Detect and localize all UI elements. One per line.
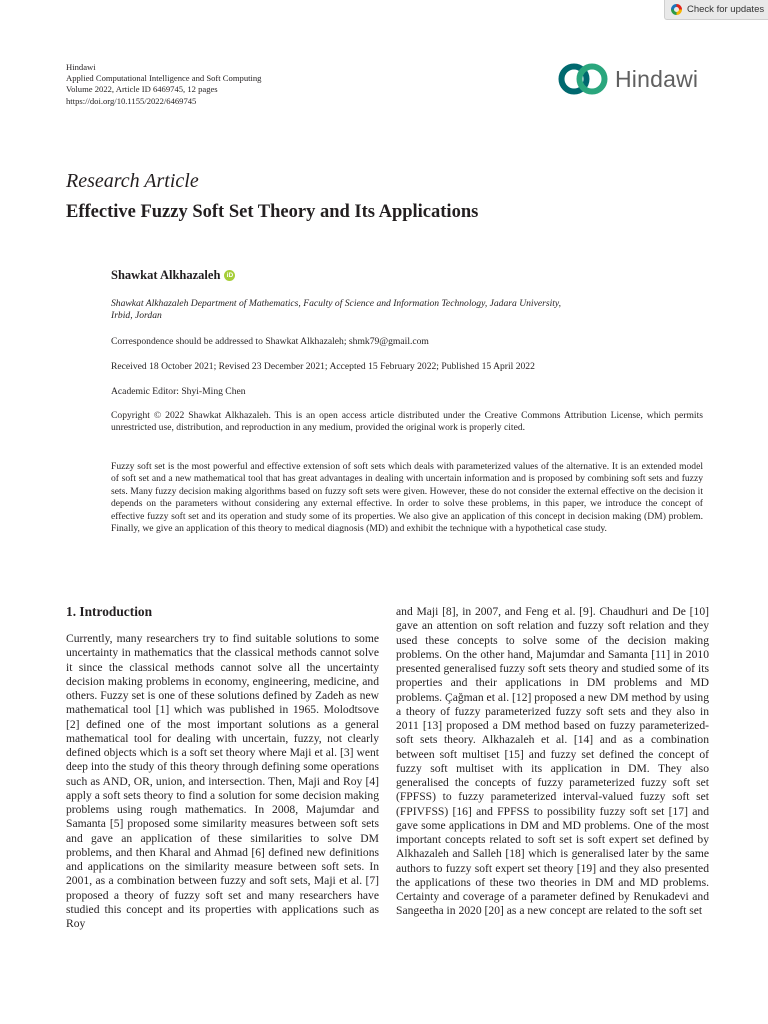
brand-name: Hindawi: [615, 65, 699, 92]
affiliation-line-2: Irbid, Jordan: [111, 310, 162, 322]
article-type: Research Article: [66, 170, 199, 192]
orcid-icon[interactable]: iD: [224, 270, 235, 281]
academic-editor: Academic Editor: Shyi-Ming Chen: [111, 386, 246, 397]
author-name[interactable]: Shawkat Alkhazaleh: [111, 268, 221, 282]
doi-link[interactable]: https://doi.org/10.1155/2022/6469745: [66, 95, 197, 106]
journal-name: Applied Computational Intelligence and Soft Computing: [66, 73, 262, 84]
correspondence: Correspondence should be addressed to Shawkat Alkhazaleh; shmk79@gmail.com: [111, 336, 429, 347]
affiliation-line-1: Shawkat Alkhazaleh Department of Mathematics, Faculty of Science and Information Technology, Jadara University,: [111, 298, 562, 309]
publication-dates: Received 18 October 2021; Revised 23 December 2021; Accepted 15 February 2022; Published 15 April 2022: [111, 361, 535, 372]
section-heading: 1. Introduction: [66, 604, 153, 619]
body-column-right: [396, 605, 709, 919]
body-column-left: [66, 605, 379, 931]
crossmark-icon: [671, 4, 682, 15]
copyright-notice: Copyright © 2022 Shawkat Alkhazaleh. This is an open access article distributed under the Creative Commons Attribution License, which permits unrestricted use, distribution, and reproduction in any medium, provided the original work is properly cited.: [111, 410, 703, 434]
journal-meta: [66, 62, 261, 107]
check-for-updates-button[interactable]: [664, 0, 768, 20]
check-for-updates-label: Check for updates: [687, 4, 765, 15]
affiliation: [111, 298, 703, 323]
article-title: Effective Fuzzy Soft Set Theory and Its Applications: [66, 202, 479, 222]
body-paragraph: Currently, many researchers try to find suitable solutions to some uncertainty in mathematics that the classical methods cannot solve it since the classical methods cannot solve all the uncertainty decision making problems in economy, engineering, medicine, and others. Fuzzy set is one of these solutions defined by Zadeh as new mathematical tool [1] which was published in 1965. Molodtsove [2] defined one of the most important solutions as a general mathematical tool for dealing with uncertain, fuzzy, not clearly defined objects which is a soft set theory where Maji et al. [3] went deep into the study of this theory through defining some operations such as AND, OR, union, and intersection. Then, Maji and Roy [4] apply a soft sets theory to find a solution for some decision making problems using rough mathematics. In 2008, Majumdar and Samanta [5] proposed some similarity measures between soft sets and gave an application of these similarities to solve DM problems, and then Kharal and Ahmad [6] defined new definitions and applications on the similarity measure between soft sets. In 2001, as a combination between fuzzy and soft sets, Maji et al. [7] proposed a theory of fuzzy soft set and many researchers have studied this concept and its properties with applications such as Roy: [66, 632, 379, 930]
volume-line: Volume 2022, Article ID 6469745, 12 pages: [66, 84, 218, 95]
hindawi-logo: [557, 62, 698, 96]
body-paragraph: and Maji [8], in 2007, and Feng et al. [9]. Chaudhuri and De [10] gave an attention on soft relation and fuzzy soft relation and they used these concepts to solve some of the decision making problems. On the other hand, Majumdar and Samanta [11] in 2010 presented generalised fuzzy soft sets theory and studied some of its properties and their applications in DM problems and MD problems. Çağman et al. [12] proposed a new DM method by using a theory of fuzzy parameterized fuzzy soft sets and they also in 2011 [13] proposed a DM method based on fuzzy parameterized-soft sets theory. Alkhazaleh et al. [14] and as a combination between soft multiset [15] and fuzzy set defined the concept of fuzzy soft multiset with its application in DM. They also generalised the concepts of fuzzy parameterized fuzzy soft set (FPFSS) to fuzzy parameterized interval-valued fuzzy soft set (FPIVFSS) [16] and FPFSS to possibility fuzzy soft set [17] and gave some applications in DM and MD problems. One of the most important concepts related to soft set is soft expert set defined by Alkhazaleh and Salleh [18] which is generalised later by the same authors to fuzzy soft expert set theory [19] and they also presented the applications of these two theories in DM and MD problems. Certainty and coverage of a parameter defined by Renukadevi and Sangeetha in 2020 [20] as a new concept are related to the soft set: [396, 605, 709, 918]
hindawi-rings-icon: [557, 62, 609, 96]
publisher-name: Hindawi: [66, 62, 96, 72]
author: [111, 268, 235, 283]
abstract: Fuzzy soft set is the most powerful and effective extension of soft sets which deals with parameterized values of the alternative. It is an extended model of soft set and a new mathematical tool that has great advantages in dealing with uncertain information and is proposed by combining soft sets and fuzzy sets. Many fuzzy decision making algorithms based on fuzzy soft sets were given. However, these do not consider the external effective on the decision it depends on the parameters without considering any external effective. In order to solve these problems, in this paper, we introduce the concept of effective fuzzy soft set and its operation and study some of its properties. We also give an application of this concept in decision making (DM) problem. Finally, we give an application of this theory to medical diagnosis (MD) and exhibit the technique with a hypothetical case study.: [111, 461, 703, 535]
